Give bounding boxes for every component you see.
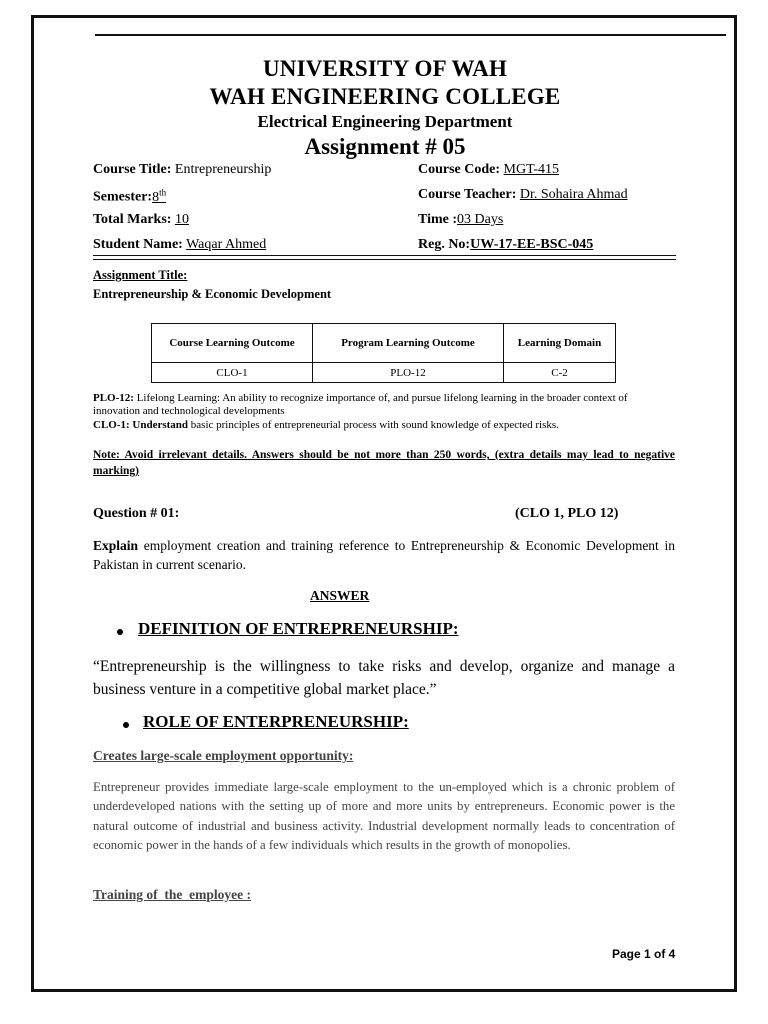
teacher-row [418,187,628,203]
definition-text: “Entrepreneurship is the willingness to take risks and develop, organize and manage a business venture in a competitive global market place.” [93,658,675,698]
course-title-row [93,162,271,178]
assignment-title-text: Entrepreneurship & Economic Development [93,287,332,301]
header-plo: Program Learning Outcome [313,324,504,363]
answer-heading: ANSWER [310,588,370,603]
course-code-value: MGT-415 [503,162,560,177]
cell-domain: C-2 [504,363,616,383]
time-label: Time : [418,212,458,227]
page-number: Page 1 of 4 [612,947,676,961]
assignment-number: Assignment # 05 [304,134,466,159]
role-heading: ROLE OF ENTERPRENEURSHIP: [143,712,409,731]
question-label: Question # 01: [93,506,180,521]
student-row [93,237,266,253]
assignment-title-label: Assignment Title: [93,268,188,282]
semester-label: Semester: [93,189,153,205]
teacher-label: Course Teacher: [418,187,517,202]
question-text [93,536,675,574]
semester-number: 8 [152,189,160,205]
cell-plo: PLO-12 [313,363,504,383]
semester-row [93,187,166,206]
question-body: employment creation and training reference to Entrepreneurship & Economic Development in Pakistan in current scenario. [93,538,675,572]
cell-clo: CLO-1 [152,363,313,383]
header-domain: Learning Domain [504,324,616,363]
course-code-row [418,162,559,178]
note: Note: Avoid irrelevant details. Answers should be not more than 250 words, (extra details may lead to negative marking) [93,449,675,477]
clo-label: CLO-1: Understand [93,419,189,431]
time-row [418,212,503,228]
marks-value: 10 [174,212,189,227]
top-rule [95,34,726,36]
plo-label: PLO-12: [93,392,134,404]
reg-row [418,237,593,253]
plo-description [93,392,675,418]
marks-row [93,212,189,228]
subheading-employment: Creates large-scale employment opportunity: [93,748,354,763]
reg-label: Reg. No: [418,237,471,252]
course-title-value: Entrepreneurship [174,162,272,177]
outcomes-table [151,323,616,383]
semester-value [152,187,167,205]
university-name: UNIVERSITY OF WAH [262,56,508,81]
question-clo: (CLO 1, PLO 12) [515,506,619,521]
semester-suffix: th [159,187,167,197]
college-name: WAH ENGINEERING COLLEGE [209,84,561,109]
definition-heading: DEFINITION OF ENTREPRENEURSHIP: [138,619,459,638]
subheading-training: Training of the employee : [93,887,251,902]
employment-paragraph: Entrepreneur provides immediate large-scale employment to the un-employed which is a chronic problem of underdeveloped nations with the setting up of more and more units by entrepreneurs. Economic power is the natural outcome of industrial and business activity. Industrial development normally leads to concentration of economic power in the hands of a few individuals which results in the growth of monopolies. [93,780,675,853]
course-code-label: Course Code: [418,162,501,177]
time-value: 03 Days [457,212,504,227]
department-name: Electrical Engineering Department [257,112,513,131]
info-divider [93,255,676,260]
student-label: Student Name: [93,237,183,252]
bullet-dot-icon [123,722,129,728]
header-clo: Course Learning Outcome [152,324,313,363]
plo-text: Lifelong Learning: An ability to recognize importance of, and pursue lifelong learning in the broader context of innovation and technological developments [93,392,628,417]
outcomes-header-row [152,324,616,363]
student-value: Waqar Ahmed [186,237,267,252]
bullet-dot-icon [117,629,123,635]
question-lead: Explain [93,538,139,553]
table-row [152,363,616,383]
teacher-value: Dr. Sohaira Ahmad [519,187,628,202]
clo-description [93,419,675,432]
reg-value: UW-17-EE-BSC-045 [470,237,594,252]
course-title-label: Course Title: [93,162,172,177]
clo-text: basic principles of entrepreneurial process with sound knowledge of expected risks. [188,419,559,431]
marks-label: Total Marks: [93,212,172,227]
